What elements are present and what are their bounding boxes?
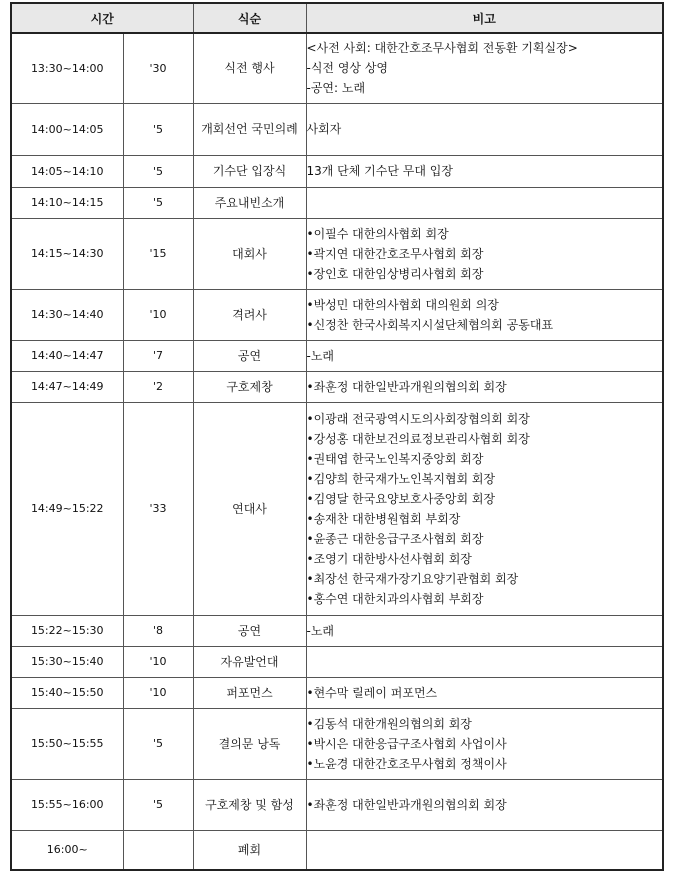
table-row — [11, 646, 663, 677]
duration-cell — [123, 830, 193, 870]
program-item-cell: 주요내빈소개 — [193, 187, 306, 218]
program-item-cell: 식전 행사 — [193, 33, 306, 103]
table-row — [11, 218, 663, 289]
table-row — [11, 103, 663, 155]
program-item-cell: 자유발언대 — [193, 646, 306, 677]
remark-line: •김영달 한국요양보호사중앙회 회장 — [306, 491, 496, 506]
duration-cell: '10 — [123, 646, 193, 677]
table-row — [11, 708, 663, 779]
duration-cell: '33 — [123, 402, 193, 615]
duration-cell: '7 — [123, 340, 193, 371]
duration-cell: '5 — [123, 708, 193, 779]
header-item: 식순 — [193, 3, 306, 33]
remark-line: •권태엽 한국노인복지중앙회 회장 — [306, 451, 484, 466]
header-time: 시간 — [11, 3, 193, 33]
remark-line: •홍수연 대한치과의사협회 부회장 — [306, 591, 484, 606]
program-item-cell: 결의문 낭독 — [193, 708, 306, 779]
remark-line: •최장선 한국재가장기요양기관협회 회장 — [306, 571, 519, 586]
remark-line: -노래 — [306, 623, 335, 638]
time-cell: 14:00~14:05 — [11, 103, 123, 155]
time-cell: 14:47~14:49 — [11, 371, 123, 402]
program-item-cell: 대회사 — [193, 218, 306, 289]
program-item-cell: 기수단 입장식 — [193, 155, 306, 187]
time-cell: 15:50~15:55 — [11, 708, 123, 779]
remark-line: •김동석 대한개원의협의회 회장 — [306, 716, 472, 731]
remark-line: •노윤경 대한간호조무사협회 정책이사 — [306, 756, 507, 771]
remarks-cell — [306, 615, 663, 646]
remark-line: •곽지연 대한간호조무사협회 회장 — [306, 246, 484, 261]
header-row — [11, 3, 663, 33]
table-row — [11, 779, 663, 830]
remarks-cell — [306, 708, 663, 779]
program-item-cell: 격려사 — [193, 289, 306, 340]
remarks-cell — [306, 103, 663, 155]
remarks-cell — [306, 289, 663, 340]
remarks-cell — [306, 779, 663, 830]
duration-cell: '10 — [123, 289, 193, 340]
remark-line: -식전 영상 상영 — [306, 61, 389, 76]
remark-line: •이필수 대한의사협회 회장 — [306, 226, 449, 241]
schedule-body — [11, 33, 663, 870]
duration-cell: '5 — [123, 103, 193, 155]
remark-line: •윤종근 대한응급구조사협회 회장 — [306, 531, 484, 546]
program-item-cell: 퍼포먼스 — [193, 677, 306, 708]
time-cell: 15:55~16:00 — [11, 779, 123, 830]
program-item-cell: 공연 — [193, 615, 306, 646]
remark-line: •박시은 대한응급구조사협회 사업이사 — [306, 736, 507, 751]
remark-line: •좌훈정 대한일반과개원의협의회 회장 — [306, 379, 507, 394]
remark-line: •김양희 한국재가노인복지협회 회장 — [306, 471, 496, 486]
table-row — [11, 33, 663, 103]
time-cell: 14:49~15:22 — [11, 402, 123, 615]
table-row — [11, 340, 663, 371]
remark-line: •좌훈정 대한일반과개원의협의회 회장 — [306, 797, 507, 812]
remarks-cell — [306, 646, 663, 677]
remark-line: •이광래 전국광역시도의사회장협의회 회장 — [306, 411, 530, 426]
duration-cell: '5 — [123, 155, 193, 187]
remark-line: -공연: 노래 — [306, 81, 366, 96]
schedule-table — [10, 2, 664, 871]
remark-line: •신정찬 한국사회복지시설단체협의회 공동대표 — [306, 317, 554, 332]
duration-cell: '8 — [123, 615, 193, 646]
remarks-cell — [306, 677, 663, 708]
time-cell: 15:30~15:40 — [11, 646, 123, 677]
header-note: 비고 — [306, 3, 663, 33]
remarks-cell — [306, 340, 663, 371]
remark-line: •박성민 대한의사협회 대의원회 의장 — [306, 297, 499, 312]
remarks-cell — [306, 187, 663, 218]
table-row — [11, 371, 663, 402]
table-row — [11, 615, 663, 646]
program-item-cell: 공연 — [193, 340, 306, 371]
time-cell: 15:40~15:50 — [11, 677, 123, 708]
time-cell: 13:30~14:00 — [11, 33, 123, 103]
duration-cell: '2 — [123, 371, 193, 402]
remarks-cell — [306, 33, 663, 103]
remarks-cell — [306, 402, 663, 615]
time-cell: 14:40~14:47 — [11, 340, 123, 371]
remark-line: •강성홍 대한보건의료정보관리사협회 회장 — [306, 431, 530, 446]
remarks-cell — [306, 830, 663, 870]
program-item-cell: 구호제창 및 함성 — [193, 779, 306, 830]
remark-line: 13개 단체 기수단 무대 입장 — [306, 164, 453, 178]
time-cell: 14:30~14:40 — [11, 289, 123, 340]
table-row — [11, 289, 663, 340]
program-item-cell: 폐회 — [193, 830, 306, 870]
time-cell: 14:05~14:10 — [11, 155, 123, 187]
table-row — [11, 830, 663, 870]
table-row — [11, 402, 663, 615]
remark-line: •송재찬 대한병원협회 부회장 — [306, 511, 461, 526]
table-row — [11, 187, 663, 218]
program-item-cell: 구호제창 — [193, 371, 306, 402]
table-row — [11, 677, 663, 708]
remarks-cell — [306, 155, 663, 187]
remark-line: •조영기 대한방사선사협회 회장 — [306, 551, 472, 566]
duration-cell: '30 — [123, 33, 193, 103]
remark-line: •현수막 릴레이 퍼포먼스 — [306, 685, 438, 700]
time-cell: 14:15~14:30 — [11, 218, 123, 289]
remarks-cell — [306, 218, 663, 289]
remark-line: <사전 사회: 대한간호조무사협회 전동환 기획실장> — [306, 41, 578, 56]
duration-cell: '5 — [123, 187, 193, 218]
remark-line: 사회자 — [306, 122, 342, 136]
remark-line: •장인호 대한임상병리사협회 회장 — [306, 266, 484, 281]
program-item-cell: 연대사 — [193, 402, 306, 615]
time-cell: 14:10~14:15 — [11, 187, 123, 218]
time-cell: 15:22~15:30 — [11, 615, 123, 646]
duration-cell: '10 — [123, 677, 193, 708]
duration-cell: '15 — [123, 218, 193, 289]
program-item-cell: 개회선언 국민의례 — [193, 103, 306, 155]
remarks-cell — [306, 371, 663, 402]
remark-line: -노래 — [306, 348, 335, 363]
time-cell: 16:00~ — [11, 830, 123, 870]
table-row — [11, 155, 663, 187]
duration-cell: '5 — [123, 779, 193, 830]
